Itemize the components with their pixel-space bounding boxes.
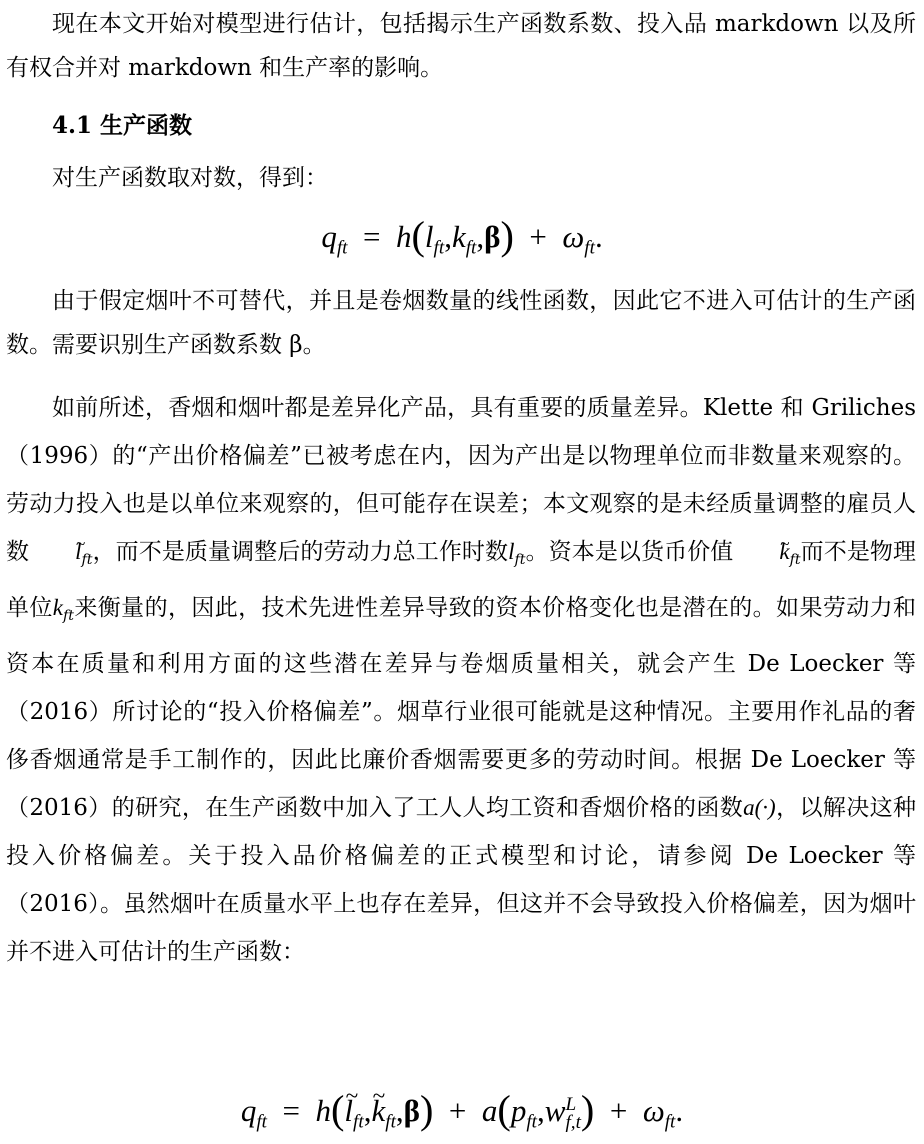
eq1-q: q bbox=[321, 219, 337, 254]
main-l: l bbox=[508, 539, 515, 564]
eq2-equals: = bbox=[282, 1093, 300, 1128]
equation-1: $q_{ft} = h(l_{ft},k_{ft},\beta) + \omega_{ft}$. bbox=[321, 213, 603, 259]
main-l-tilde-sub: ft bbox=[81, 551, 93, 568]
eq2-end: . bbox=[675, 1093, 684, 1128]
main-text-1: 如前所述，香烟和烟叶都是差异化产品，具有重要的质量差异。Klette 和 Griliches（1996）的“产出价格偏差”已被考虑在内，因为产出是以物理单位而非数量来观察的。劳动力投入也是以单位来观察的，但可能存在误差；本文观察的是未经质量调整的雇员人数 bbox=[6, 395, 916, 565]
eq1-h: h bbox=[395, 219, 412, 254]
main-k-sub: ft bbox=[63, 607, 75, 624]
eq2-w-sub: f,t bbox=[565, 1111, 581, 1133]
intro-paragraph: 现在本文开始对模型进行估计，包括揭示生产函数系数、投入品 markdown 以及所有权合并对 markdown 和生产率的影响。 bbox=[6, 11, 916, 81]
main-paragraph bbox=[6, 384, 916, 976]
tobacco-paragraph: 由于假定烟叶不可替代，并且是卷烟数量的线性函数，因此它不进入可估计的生产函数。需要识别生产函数系数 β。 bbox=[6, 288, 916, 358]
eq2-beta: β bbox=[403, 1093, 420, 1128]
eq2-h: h bbox=[315, 1093, 331, 1128]
main-text-4: 而不是物理单位 bbox=[6, 539, 917, 621]
main-k: k bbox=[52, 594, 63, 620]
eq2-l-tilde: ~ l bbox=[344, 1093, 353, 1129]
log-paragraph: 对生产函数取对数，得到： bbox=[52, 165, 328, 191]
eq2-a: a bbox=[481, 1093, 498, 1128]
equation-2: $q_{ft}$ = h(~ $l_{ft},\sim$ $k_{ft},\beta) + a(p_{ft},w$ L f,t ) + $\omega_{ft}$. bbox=[0, 1086, 924, 1134]
section-heading: 4.1 生产函数 bbox=[52, 112, 193, 139]
eq1-equals: = bbox=[362, 219, 381, 254]
eq2-l-sub: ft bbox=[353, 1111, 364, 1133]
eq1-q-sub: ft bbox=[336, 237, 348, 259]
main-text-2: ，而不是质量调整后的劳动力总工作时数 bbox=[92, 539, 509, 565]
eq1-beta: β bbox=[484, 219, 501, 254]
eq2-w: w bbox=[544, 1093, 566, 1128]
eq1-k: k bbox=[451, 219, 466, 254]
eq2-k-tilde: ~ k bbox=[371, 1093, 385, 1129]
eq1-plus: + bbox=[529, 219, 547, 254]
eq1-k-sub: ft bbox=[465, 237, 477, 259]
eq1-l-sub: ft bbox=[433, 237, 445, 259]
main-l-tilde: ~ l bbox=[29, 528, 81, 576]
main-a-func: a(·) bbox=[743, 794, 776, 820]
eq2-q: q bbox=[240, 1093, 257, 1128]
eq1-l: l bbox=[424, 219, 434, 254]
eq2-p: p bbox=[510, 1093, 527, 1128]
main-text-6: ，以解决这种投入价格偏差。关于投入品价格偏差的正式模型和讨论，请参阅 De Loecker 等（2016）。虽然烟叶在质量水平上也存在差异，但这并不会导致投入价格偏差，因为烟叶并不进入可估计的生产函数： bbox=[6, 794, 917, 965]
eq2-plus2: + bbox=[609, 1093, 628, 1128]
eq2-k-sub: ft bbox=[385, 1111, 396, 1133]
eq1-omega: ω bbox=[562, 219, 585, 254]
eq2-p-sub: ft bbox=[526, 1111, 537, 1133]
main-text-5: 来衡量的，因此，技术先进性差异导致的资本价格变化也是潜在的。如果劳动力和资本在质量和利用方面的这些潜在差异与卷烟质量相关，就会产生 De Loecker 等（2016）所讨论的“投入价格偏差”。烟草行业很可能就是这种情况。主要用作礼品的奢侈香烟通常是手工制作的，因此比廉价香烟需要更多的劳动时间。根据 De Loecker 等（2016）的研究，在生产函数中加入了工人人均工资和香烟价格的函数 bbox=[6, 594, 917, 821]
eq1-end: . bbox=[594, 219, 603, 254]
eq2-w-supsub bbox=[565, 1096, 580, 1131]
eq2-omega-sub: ft bbox=[664, 1111, 676, 1133]
main-k-tilde: ~ k bbox=[733, 528, 789, 576]
main-l-sub: ft bbox=[514, 551, 526, 568]
eq2-omega: ω bbox=[642, 1093, 665, 1128]
eq2-w-sup: L bbox=[565, 1094, 577, 1116]
main-k-tilde-sub: ft bbox=[789, 551, 801, 568]
eq2-q-sub: ft bbox=[256, 1111, 268, 1133]
main-text-3: 。资本是以货币价值 bbox=[525, 539, 734, 565]
eq1-omega-sub: ft bbox=[584, 237, 595, 259]
eq2-plus1: + bbox=[448, 1093, 467, 1128]
